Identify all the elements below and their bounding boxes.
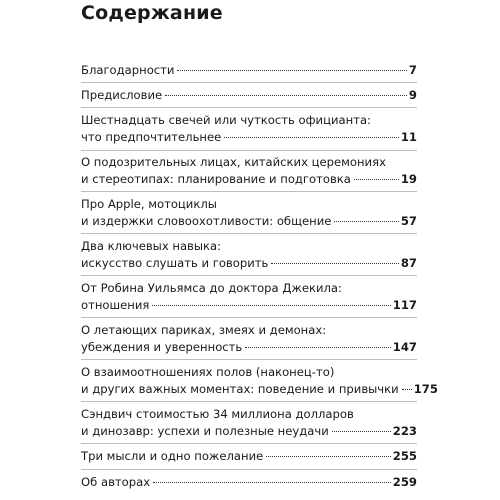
toc-page-number: 7: [408, 63, 417, 77]
toc-entry-chapter-6[interactable]: [81, 322, 417, 356]
toc-entry-line: [81, 423, 417, 440]
toc-entry-chapter-1[interactable]: [81, 112, 417, 146]
dot-leader: [334, 221, 398, 222]
toc-divider: [81, 107, 417, 108]
toc-entry-title: Два ключевых навыка:: [81, 239, 222, 253]
toc-divider: [81, 191, 417, 192]
toc-entry-title: и динозавр: успехи и полезные неудачи: [81, 424, 329, 438]
toc-entry-line: [81, 62, 417, 79]
toc-entry-chapter-4[interactable]: [81, 238, 417, 272]
toc-entry-chapter-7[interactable]: [81, 364, 438, 398]
toc-entry-title: От Робина Уильямса до доктора Джекила:: [81, 281, 342, 295]
toc-divider: [81, 275, 417, 276]
toc-entry-line: [81, 171, 417, 188]
toc-page-number: 57: [400, 214, 417, 228]
toc-entry-line: [81, 255, 417, 272]
toc-entry-chapter-2[interactable]: [81, 154, 417, 188]
dot-leader: [271, 263, 399, 264]
toc-entry-title: и стереотипах: планирование и подготовка: [81, 172, 351, 186]
toc-entry-line: [81, 238, 417, 255]
dot-leader: [224, 137, 399, 138]
toc-page-number: 11: [400, 130, 417, 144]
toc-entry-title: О летающих париках, змеях и демонах:: [81, 323, 327, 337]
toc-divider: [81, 233, 417, 234]
toc-page-number: 175: [413, 382, 438, 396]
dot-leader: [152, 305, 390, 306]
dot-leader: [165, 95, 407, 96]
toc-entry-title: убеждения и уверенность: [81, 340, 243, 354]
toc-page-number: 147: [392, 340, 417, 354]
toc-entry-chapter-3[interactable]: [81, 196, 417, 230]
toc-page-number: 87: [400, 256, 417, 270]
toc-entry-line: [81, 381, 438, 398]
toc-entry-preface[interactable]: [81, 87, 417, 104]
toc-entry-title: что предпочтительнее: [81, 130, 222, 144]
toc-entry-title: Благодарности: [81, 63, 175, 77]
toc-entry-title: Об авторах: [81, 475, 151, 489]
toc-entry-line: [81, 129, 417, 146]
toc-page-number: 19: [400, 172, 417, 186]
toc-entry-title: Сэндвич стоимостью 34 миллиона долларов: [81, 407, 354, 421]
toc-entry-title: отношения: [81, 298, 150, 312]
toc-entry-line: [81, 87, 417, 104]
toc-divider: [81, 443, 417, 444]
toc-entry-line: [81, 322, 417, 339]
toc-entry-title: и издержки словоохотливости: общение: [81, 214, 332, 228]
dot-leader: [332, 431, 391, 432]
toc-divider: [81, 359, 417, 360]
toc-entry-title: и других важных моментах: поведение и привычки: [81, 382, 399, 396]
toc-page-number: 259: [392, 475, 417, 489]
toc-entry-line: [81, 364, 417, 381]
toc-entry-title: Предисловие: [81, 88, 163, 102]
toc-entry-line: [81, 280, 417, 297]
toc-list: [81, 0, 438, 500]
toc-divider: [81, 469, 417, 470]
toc-entry-title: Шестнадцать свечей или чуткость официанта:: [81, 113, 371, 127]
toc-page-number: 117: [392, 298, 417, 312]
toc-entry-line: [81, 339, 417, 356]
toc-entry-title: О взаимоотношениях полов (наконец-то): [81, 365, 335, 379]
toc-entry-closing-thoughts[interactable]: [81, 448, 417, 465]
page-title: Содержание: [81, 2, 223, 24]
toc-divider: [81, 150, 417, 151]
toc-entry-chapter-5[interactable]: [81, 280, 417, 314]
dot-leader: [266, 456, 391, 457]
dot-leader: [153, 482, 391, 483]
toc-entry-line: [81, 196, 417, 213]
toc-divider: [81, 82, 417, 83]
toc-entry-about-authors[interactable]: [81, 474, 417, 491]
toc-entry-line: [81, 297, 417, 314]
toc-entry-title: Три мысли и одно пожелание: [81, 449, 264, 463]
toc-entry-line: [81, 154, 417, 171]
dot-leader: [354, 179, 399, 180]
toc-page-number: 255: [392, 449, 417, 463]
toc-entry-line: [81, 112, 417, 129]
toc-entry-line: [81, 474, 417, 491]
toc-entry-acknowledgements[interactable]: [81, 62, 417, 79]
toc-entry-chapter-8[interactable]: [81, 406, 417, 440]
toc-entry-line: [81, 213, 417, 230]
toc-entry-title: О подозрительных лицах, китайских церемониях: [81, 155, 386, 169]
toc-divider: [81, 401, 417, 402]
toc-entry-line: [81, 406, 417, 423]
dot-leader: [177, 70, 406, 71]
toc-page-number: 9: [408, 88, 417, 102]
toc-entry-title: Про Apple, мотоциклы: [81, 197, 217, 211]
toc-page-number: 223: [392, 424, 417, 438]
toc-divider: [81, 317, 417, 318]
toc-entry-title: искусство слушать и говорить: [81, 256, 269, 270]
dot-leader: [402, 389, 412, 390]
dot-leader: [245, 347, 391, 348]
toc-entry-line: [81, 448, 417, 465]
